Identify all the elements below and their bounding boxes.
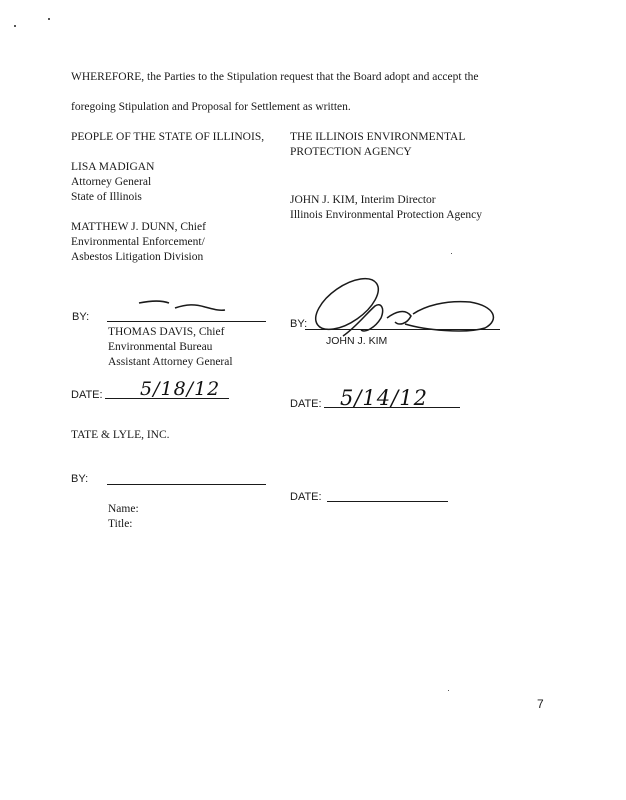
date-line-left (105, 398, 229, 399)
date-line-right (324, 407, 460, 408)
by-label-left: BY: (72, 311, 90, 323)
name-label: Name: (108, 503, 139, 515)
chief-name: MATTHEW J. DUNN, Chief (71, 221, 206, 233)
page-number: 7 (537, 697, 544, 711)
paragraph-line-2: foregoing Stipulation and Proposal for Settlement as written. (71, 101, 351, 113)
attorney-general-title: Attorney General (71, 176, 152, 188)
attorney-general-state: State of Illinois (71, 191, 142, 203)
director-agency-line: Illinois Environmental Protection Agency (290, 209, 482, 221)
signer1-role: Assistant Attorney General (108, 356, 233, 368)
left-party-heading: PEOPLE OF THE STATE OF ILLINOIS, (71, 131, 265, 143)
date-label-right: DATE: (290, 398, 322, 410)
date-value-right: 5/14/12 (340, 386, 428, 410)
signer1-bureau: Environmental Bureau (108, 341, 213, 353)
signature-line-company (107, 484, 266, 485)
date-value-left: 5/18/12 (140, 378, 221, 400)
signature-line-left (107, 321, 266, 322)
date-label-left: DATE: (71, 389, 103, 401)
scan-speck (448, 690, 449, 691)
signature-thomas-davis (135, 298, 235, 318)
paragraph-line-1: WHEREFORE, the Parties to the Stipulation request that the Board adopt and accept the (71, 71, 479, 83)
title-label: Title: (108, 518, 133, 530)
scan-speck (14, 25, 16, 27)
chief-division-line1: Environmental Enforcement/ (71, 236, 205, 248)
date-line-company (327, 501, 448, 502)
date-label-company: DATE: (290, 491, 322, 503)
company-name: TATE & LYLE, INC. (71, 429, 170, 441)
scan-speck (451, 253, 452, 254)
attorney-general-name: LISA MADIGAN (71, 161, 155, 173)
by-label-company: BY: (71, 473, 89, 485)
director-name-line: JOHN J. KIM, Interim Director (290, 194, 436, 206)
signer2-name: JOHN J. KIM (326, 335, 388, 347)
right-party-heading-line1: THE ILLINOIS ENVIRONMENTAL (290, 131, 466, 143)
by-label-right: BY: (290, 318, 308, 330)
signer1-name: THOMAS DAVIS, Chief (108, 326, 225, 338)
scan-speck (48, 18, 50, 20)
right-party-heading-line2: PROTECTION AGENCY (290, 146, 412, 158)
chief-division-line2: Asbestos Litigation Division (71, 251, 204, 263)
signature-line-right (305, 329, 500, 330)
